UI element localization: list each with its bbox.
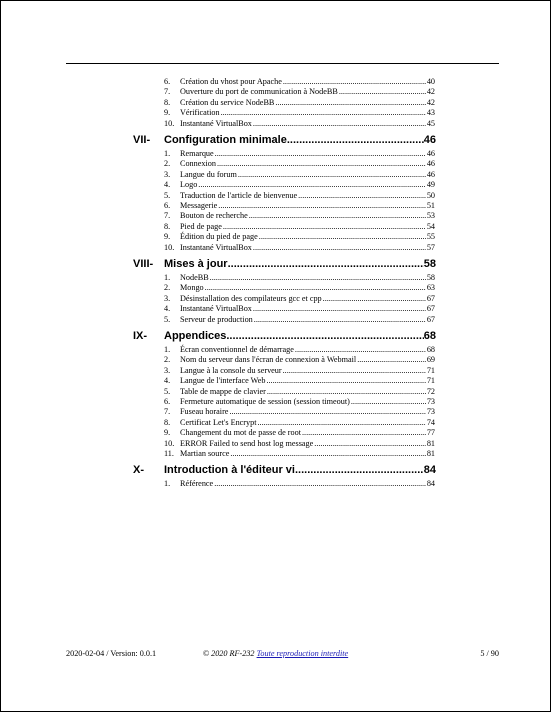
toc-dot-leader xyxy=(198,180,426,190)
toc-dot-leader xyxy=(287,134,424,147)
toc-entry-title: Fuseau horaire xyxy=(180,407,229,417)
toc-entry-number: 7. xyxy=(164,87,171,97)
toc-chapter-page: 68 xyxy=(423,330,436,342)
toc-chapter[interactable] xyxy=(133,330,436,343)
toc-dot-leader xyxy=(283,366,426,376)
toc-entry[interactable] xyxy=(164,355,435,365)
toc-entry-number: 1. xyxy=(164,345,171,354)
toc-entry-title: Remarque xyxy=(180,149,214,158)
toc-entry[interactable] xyxy=(164,222,435,232)
toc-entry[interactable] xyxy=(164,345,435,355)
toc-entry[interactable] xyxy=(164,439,435,449)
toc-entry-title: Ouverture du port de communication à NodeBB xyxy=(180,87,338,97)
toc-entry-title: Instantané VirtualBox xyxy=(180,304,252,314)
toc-dot-leader xyxy=(275,98,425,108)
toc-dot-leader xyxy=(249,211,426,221)
toc-dot-leader xyxy=(302,428,426,438)
toc-chapter-page: 84 xyxy=(423,464,436,477)
toc-entry[interactable] xyxy=(164,119,435,129)
toc-entry-page: 57 xyxy=(426,242,435,252)
toc-dot-leader xyxy=(253,304,426,314)
toc-chapter-page: 46 xyxy=(423,134,436,146)
toc-entry-title: Désinstallation des compilateurs gcc et cpp xyxy=(180,293,322,303)
footer-copyright-text: © 2020 RF-232 xyxy=(202,649,257,658)
toc-dot-leader xyxy=(283,77,426,87)
toc-dot-leader xyxy=(267,387,426,397)
toc-dot-leader xyxy=(226,330,423,343)
toc-entry-page: 46 xyxy=(426,149,435,158)
toc-dot-leader xyxy=(218,201,426,211)
toc-entry[interactable] xyxy=(164,180,435,190)
toc-entry-number: 11. xyxy=(164,449,174,458)
toc-dot-leader xyxy=(214,479,426,489)
toc-entry-page: 42 xyxy=(426,87,435,97)
toc-entry-number: 6. xyxy=(164,201,171,210)
toc-entry-number: 3. xyxy=(164,169,171,179)
toc-entry-number: 8. xyxy=(164,221,171,231)
toc-entry[interactable] xyxy=(164,449,435,459)
toc-entry-title: Langue de l'interface Web xyxy=(180,376,266,386)
toc-entry-page: 84 xyxy=(426,479,435,489)
toc-entry-page: 46 xyxy=(426,169,435,179)
toc-entry-title: Édition du pied de page xyxy=(180,232,258,242)
toc-entry-title: Création du service NodeBB xyxy=(180,97,275,107)
toc-dot-leader xyxy=(298,191,426,201)
toc-entry-page: 81 xyxy=(426,438,435,448)
toc-entry-title: Changement du mot de passe de root xyxy=(180,428,301,438)
toc-entry-number: 6. xyxy=(164,397,171,406)
toc-entry[interactable] xyxy=(164,232,435,242)
toc-entry-number: 10. xyxy=(164,242,175,252)
toc-entry-number: 2. xyxy=(164,283,171,293)
toc-entry[interactable] xyxy=(164,294,435,304)
toc-entry-number: 9. xyxy=(164,232,171,242)
toc-entry-title: Nom du serveur dans l'écran de connexion à Webmail xyxy=(180,355,357,365)
toc-entry[interactable] xyxy=(164,366,435,376)
toc-entry-page: 67 xyxy=(426,304,435,314)
toc-entry-number: 2. xyxy=(164,355,171,365)
toc-entry[interactable] xyxy=(164,159,435,169)
toc-chapter-number: X- xyxy=(133,464,144,477)
toc-entry-page: 71 xyxy=(426,376,435,386)
toc-entry[interactable] xyxy=(164,273,435,283)
toc-dot-leader xyxy=(221,108,426,118)
toc-chapter[interactable] xyxy=(133,464,436,477)
toc-dot-leader xyxy=(210,273,426,283)
footer-date-version: 2020-02-04 / Version: 0.0.1 xyxy=(66,649,157,658)
toc-entry-title: Référence xyxy=(180,479,214,489)
toc-entry-number: 1. xyxy=(164,149,171,158)
toc-entry-title: Table de mappe de clavier xyxy=(180,386,266,396)
toc-entry-number: 4. xyxy=(164,376,171,386)
toc-chapter-title: Mises à jour xyxy=(164,258,228,270)
toc-entry-page: 49 xyxy=(426,180,435,190)
toc-entry-page: 53 xyxy=(426,211,435,221)
toc-dot-leader xyxy=(259,232,426,242)
toc-entry[interactable] xyxy=(164,77,435,87)
toc-entry-title: Certificat Let's Encrypt xyxy=(180,417,257,427)
toc-dot-leader xyxy=(253,119,426,129)
toc-dot-leader xyxy=(229,407,425,417)
toc-entry-page: 55 xyxy=(426,232,435,242)
toc-dot-leader xyxy=(223,222,426,232)
toc-entry-page: 77 xyxy=(426,428,435,438)
toc-entry-page: 68 xyxy=(426,345,435,354)
toc-entry-page: 54 xyxy=(426,221,435,231)
toc-entry-title: ERROR Failed to send host log message xyxy=(180,438,314,448)
toc-entry-number: 1. xyxy=(164,479,171,489)
toc-entry-page: 69 xyxy=(426,355,435,365)
toc-entry[interactable] xyxy=(164,428,435,438)
toc-entry-number: 6. xyxy=(164,77,171,86)
toc-dot-leader xyxy=(217,159,426,169)
toc-entry-number: 9. xyxy=(164,428,171,438)
toc-entry-title: Serveur de production xyxy=(180,314,253,324)
toc-entry[interactable] xyxy=(164,149,435,159)
toc-entry-page: 72 xyxy=(426,386,435,396)
toc-entry[interactable] xyxy=(164,98,435,108)
toc-entry-title: Instantané VirtualBox xyxy=(180,242,252,252)
toc-entry-title: Pied de page xyxy=(180,221,222,231)
toc-entry[interactable] xyxy=(164,397,435,407)
toc-entry-page: 50 xyxy=(426,190,435,200)
toc-entry-page: 71 xyxy=(426,365,435,375)
toc-dot-leader xyxy=(314,439,426,449)
toc-entry[interactable] xyxy=(164,211,435,221)
toc-dot-leader xyxy=(295,464,424,477)
toc-entry-title: Vérification xyxy=(180,108,220,118)
toc-entry-title: NodeBB xyxy=(180,273,209,282)
toc-dot-leader xyxy=(258,418,426,428)
toc-entry-number: 5. xyxy=(164,190,171,200)
toc-dot-leader xyxy=(266,376,425,386)
toc-entry-title: Écran conventionnel de démarrage xyxy=(180,345,294,354)
toc-dot-leader xyxy=(215,149,426,159)
toc-dot-leader xyxy=(253,243,426,253)
toc-entry-page: 67 xyxy=(426,293,435,303)
toc-entry[interactable] xyxy=(164,407,435,417)
header-rule xyxy=(66,63,499,64)
toc-entry-page: 81 xyxy=(426,449,435,458)
toc-chapter-title: Configuration minimale xyxy=(164,134,287,146)
toc-entry-page: 73 xyxy=(426,407,435,417)
toc-entry-page: 74 xyxy=(426,417,435,427)
toc-dot-leader xyxy=(357,355,426,365)
toc-dot-leader xyxy=(295,345,426,355)
toc-entry-title: Création du vhost pour Apache xyxy=(180,77,282,86)
toc-chapter-number: IX- xyxy=(133,330,148,342)
toc-entry-title: Fermeture automatique de session (session timeout) xyxy=(180,397,350,406)
toc-entry[interactable] xyxy=(164,283,435,293)
toc-entry[interactable] xyxy=(164,170,435,180)
toc-entry[interactable] xyxy=(164,191,435,201)
toc-entry-title: Messagerie xyxy=(180,201,218,210)
toc-dot-leader xyxy=(238,170,426,180)
footer-reproduction-link[interactable]: Toute reproduction interdite xyxy=(256,649,349,658)
toc-entry-number: 2. xyxy=(164,159,171,169)
toc-chapter-title: Introduction à l'éditeur vi xyxy=(164,464,295,477)
toc-dot-leader xyxy=(254,315,426,325)
toc-entry[interactable] xyxy=(164,243,435,253)
toc-dot-leader xyxy=(228,258,424,271)
toc-entry-page: 73 xyxy=(426,397,435,406)
toc-entry[interactable] xyxy=(164,87,435,97)
toc-dot-leader xyxy=(323,294,426,304)
toc-entry-number: 4. xyxy=(164,304,171,314)
toc-entry[interactable] xyxy=(164,315,435,325)
toc-entry-number: 5. xyxy=(164,314,171,324)
toc-chapter-number: VII- xyxy=(133,134,151,146)
toc-entry-page: 43 xyxy=(426,108,435,118)
toc-entry-title: Martian source xyxy=(180,449,230,458)
toc-entry-number: 7. xyxy=(164,211,171,221)
toc-entry-title: Bouton de recherche xyxy=(180,211,248,221)
toc-entry-page: 46 xyxy=(426,159,435,169)
toc-entry[interactable] xyxy=(164,387,435,397)
toc-entry-page: 42 xyxy=(426,97,435,107)
toc-chapter[interactable] xyxy=(133,258,436,271)
toc-entry-number: 3. xyxy=(164,365,171,375)
toc-entry-number: 4. xyxy=(164,180,171,190)
toc-chapter[interactable] xyxy=(133,134,436,147)
toc-chapter-title: Appendices xyxy=(164,330,227,342)
toc-entry[interactable] xyxy=(164,376,435,386)
toc-entry-number: 7. xyxy=(164,407,171,417)
toc-entry[interactable] xyxy=(164,108,435,118)
toc-entry-number: 5. xyxy=(164,386,171,396)
toc-entry-number: 10. xyxy=(164,118,175,128)
toc-entry-title: Logo xyxy=(180,180,198,190)
toc-entry-number: 9. xyxy=(164,108,171,118)
toc-entry-page: 67 xyxy=(426,314,435,324)
footer-page-number: 5 / 90 xyxy=(480,649,499,658)
toc-entry-number: 8. xyxy=(164,97,171,107)
toc-entry[interactable] xyxy=(164,201,435,211)
toc-dot-leader xyxy=(230,449,425,459)
toc-entry[interactable] xyxy=(164,304,435,314)
toc-entry-page: 45 xyxy=(426,118,435,128)
toc-entry[interactable] xyxy=(164,418,435,428)
toc-entry-page: 58 xyxy=(426,273,435,282)
toc-entry-page: 40 xyxy=(426,77,435,86)
toc-chapter-page: 58 xyxy=(423,258,436,270)
toc-entry-number: 1. xyxy=(164,273,171,282)
toc-entry-title: Mongo xyxy=(180,283,204,293)
toc-dot-leader xyxy=(205,283,426,293)
toc-entry-title: Connexion xyxy=(180,159,216,169)
toc-entry-title: Langue du forum xyxy=(180,169,237,179)
toc-entry-title: Instantané VirtualBox xyxy=(180,118,252,128)
footer-copyright xyxy=(0,649,551,659)
toc-entry-number: 10. xyxy=(164,438,175,448)
toc-entry[interactable] xyxy=(164,479,435,489)
toc-entry-number: 8. xyxy=(164,417,171,427)
toc-entry-title: Langue à la console du serveur xyxy=(180,365,282,375)
toc-entry-title: Traduction de l'article de bienvenue xyxy=(180,190,298,200)
toc-dot-leader xyxy=(339,87,426,97)
toc-entry-number: 3. xyxy=(164,293,171,303)
toc-chapter-number: VIII- xyxy=(133,258,154,270)
toc-dot-leader xyxy=(351,397,426,407)
toc-entry-page: 63 xyxy=(426,283,435,293)
toc-entry-page: 51 xyxy=(426,201,435,210)
